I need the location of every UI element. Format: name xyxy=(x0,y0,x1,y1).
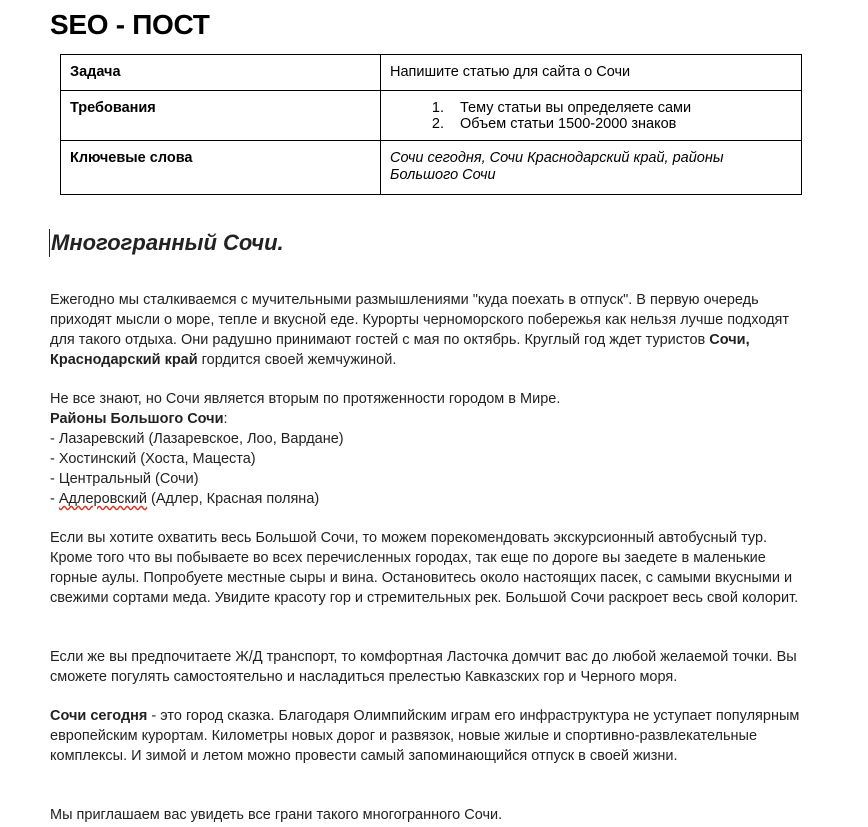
task-label: Задача xyxy=(61,55,381,91)
districts-colon: : xyxy=(223,411,228,427)
task-value: Напишите статью для сайта о Сочи xyxy=(381,55,802,91)
list-item-rest: (Адлер, Красная поляна) xyxy=(146,491,320,507)
paragraph-text: - это город сказка. Благодаря Олимпийским играм его инфраструктура не уступает популярным европейским курортам. Километры новых дорог и развязок, новые жилые и спортивно-развлекательные комплексы. И зимой и летом можно провести самый запоминающийся отпуск в своей жизни. xyxy=(50,708,800,764)
paragraph-train[interactable]: Если же вы предпочитаете Ж/Д транспорт, то комфортная Ласточка домчит вас до любой желаемой точки. Вы сможете погулять самостоятельно и насладиться прелестью Кавказских гор и Черного моря. xyxy=(50,649,797,685)
keywords-value: Сочи сегодня, Сочи Краснодарский край, районы Большого Сочи xyxy=(381,141,802,195)
paragraph-today[interactable] xyxy=(50,706,810,766)
paragraph-text: гордится своей жемчужиной. xyxy=(197,352,397,368)
paragraph-length-fact: Не все знают, но Сочи является вторым по протяженности городом в Мире. xyxy=(50,391,561,407)
task-table xyxy=(60,54,802,195)
list-item: - Лазаревский (Лазаревское, Лоо, Вардане) xyxy=(50,431,344,447)
requirements-list xyxy=(390,100,792,132)
keyword-sochi-today: Сочи сегодня xyxy=(50,708,148,724)
keywords-label: Ключевые слова xyxy=(61,141,381,195)
article-heading[interactable]: Многогранный Сочи. xyxy=(51,230,284,255)
keyword-sochi-krai: Сочи, Краснодарский край xyxy=(50,332,750,368)
table-row xyxy=(61,91,802,141)
paragraph-closing[interactable]: Мы приглашаем вас увидеть все грани такого многогранного Сочи. xyxy=(50,807,503,823)
list-item: - Хостинский (Хоста, Мацеста) xyxy=(50,451,256,467)
requirements-label: Требования xyxy=(61,91,381,141)
districts-section[interactable] xyxy=(50,389,810,509)
paragraph-text: Ежегодно мы сталкиваемся с мучительными размышлениями "куда поехать в отпуск". В первую очередь приходят мысли о море, тепле и вкусной еде. Курорты черноморского побережья как нельзя лучше подходят для такого отдыха. Они радушно принимают гостей с мая по октябрь. Круглый год ждет туристов xyxy=(50,292,790,348)
paragraph-intro[interactable] xyxy=(50,290,810,370)
table-row xyxy=(61,141,802,195)
list-item: 1. Тему статьи вы определяете сами xyxy=(448,100,792,116)
list-item: 2. Объем статьи 1500-2000 знаков xyxy=(448,116,792,132)
requirements-cell xyxy=(381,91,802,141)
paragraph-tour[interactable]: Если вы хотите охватить весь Большой Сочи, то можем порекомендовать экскурсионный автобусный тур. Кроме того что вы побываете во всех перечисленных городах, так еще по дороге вы заедете в маленькие горные аулы. Попробуете местные сыры и вина. Остановитесь около настоящих пасек, с самыми вкусными и свежими сортами меда. Увидите красоту гор и стремительных рек. Большой Сочи раскроет весь свой колорит. xyxy=(50,530,799,606)
districts-label: Районы Большого Сочи xyxy=(50,411,224,427)
list-item: - Центральный (Сочи) xyxy=(50,471,199,487)
list-item xyxy=(50,489,810,509)
spellcheck-word[interactable]: Адлеровский xyxy=(58,491,147,507)
table-row xyxy=(61,55,802,91)
districts-heading xyxy=(50,409,810,429)
page-title: SEO - ПОСТ xyxy=(50,9,210,40)
list-dash: - xyxy=(50,491,59,507)
